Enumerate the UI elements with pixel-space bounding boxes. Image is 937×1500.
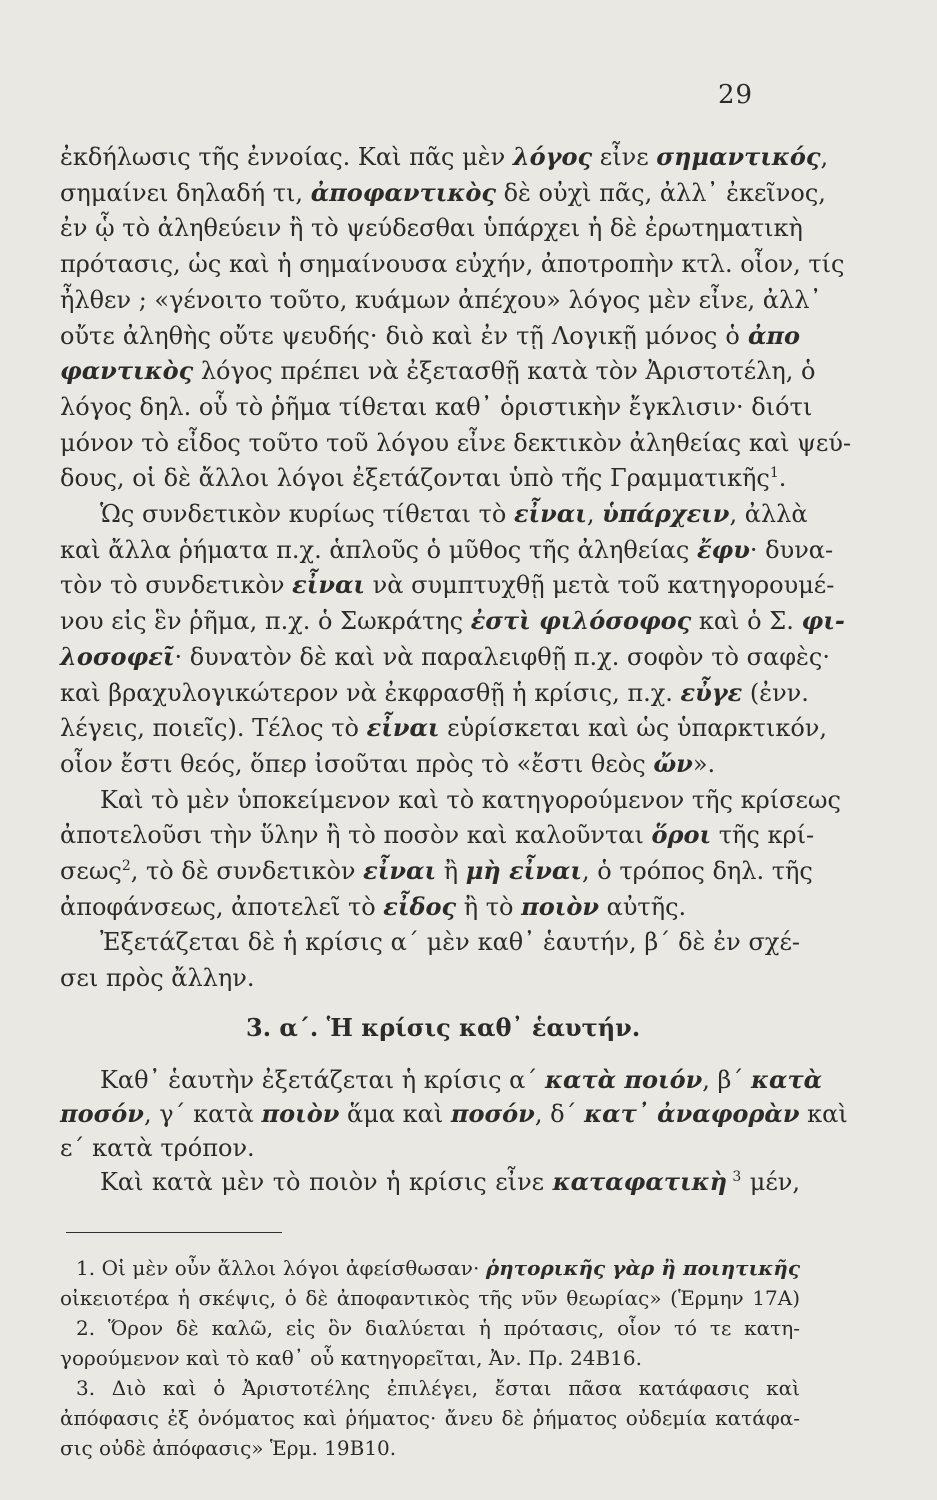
text-line (60, 426, 852, 460)
text-line (60, 818, 815, 852)
text-span: Ὡς συνδετικὸν κυρίως τίθεται τὸ (100, 500, 514, 528)
text-span: εἶναι (366, 713, 440, 743)
footnote-marker: 1 (769, 465, 779, 482)
text-span: σημαντικός (656, 142, 821, 171)
text-span: καταφατικὴ (552, 1167, 728, 1196)
text-span: δὲ οὐχὶ πᾶς, ἀλλ᾽ ἐκεῖνος, (495, 178, 826, 207)
text-span: μόνον τὸ εἶδος τοῦτο τοῦ λόγου εἶνε δεκτικὸν ἀληθείας καὶ ψεύ- (60, 428, 852, 457)
text-line (60, 390, 813, 424)
footnote-line (76, 1314, 800, 1342)
text-line (60, 640, 830, 674)
text-span: οἰκειοτέρα ἡ σκέψις, ὁ δὲ ἀποφαντικὸς τῆς νῦν θεωρίας» (Ἑρμην 17Α) (60, 1286, 800, 1310)
text-span: ». (692, 749, 716, 778)
text-line (60, 354, 816, 388)
text-span: ποσόν (450, 1099, 535, 1128)
footnote-line (60, 1344, 800, 1372)
text-span: λόγος (512, 142, 593, 171)
section-heading: 3. α´. Ἡ κρίσις καθ᾽ ἑαυτήν. (246, 1013, 641, 1042)
text-line (60, 461, 800, 495)
text-span: τὸν τὸ συνδετικὸν (60, 571, 293, 600)
text-span: εἶναι (513, 499, 587, 528)
text-span: , β´ (702, 1066, 752, 1094)
text-span: φαντικὸς (60, 356, 194, 386)
text-span: πρότασις, ὡς καὶ ἡ σημαίνουσα εὐχήν, ἀποτροπὴν κτλ. οἷον, τίς (60, 250, 845, 279)
text-line (60, 1131, 800, 1165)
text-span: νὰ συμπτυχθῇ μετὰ τοῦ κατηγορουμέ- (365, 571, 835, 600)
text-line (60, 1097, 848, 1131)
text-span: εἶναι (292, 570, 366, 600)
text-span: 1. Οἱ μὲν οὖν ἄλλοι λόγοι ἀφείσθωσαν· (76, 1256, 486, 1280)
text-span: (ἐνν. (742, 678, 809, 707)
text-span: ἐστὶ φιλόσοφος (470, 606, 692, 636)
text-span: , ὁ τρόπος δηλ. τῆς (582, 857, 813, 885)
text-line (60, 711, 827, 745)
text-span: ἅμα καὶ (339, 1100, 451, 1128)
text-span: φι- (801, 606, 845, 636)
text-span: ἀποτελοῦσι τὴν ὕλην ἢ τὸ ποσὸν καὶ καλοῦνται (60, 821, 652, 850)
text-span: ἀποφάνσεως, ἀποτελεῖ τὸ (60, 892, 384, 921)
text-span: καὶ βραχυλογικώτερον νὰ ἐκφρασθῇ ἡ κρίσις, π.χ. (60, 678, 681, 707)
footnote-line (60, 1284, 800, 1312)
text-span: κατὰ (751, 1065, 823, 1094)
text-span: ὑπάρχειν (602, 499, 730, 528)
text-line (60, 854, 813, 888)
footnote-marker: 3 (727, 1169, 742, 1185)
text-line (60, 140, 829, 174)
text-span: καὶ ὁ Σ. (691, 607, 802, 636)
text-span: Καὶ τὸ μὲν ὑποκείμενον καὶ τὸ κατηγορούμενον τῆς κρίσεως (100, 785, 841, 814)
text-line (100, 497, 808, 531)
text-span: ἔφυ (696, 534, 750, 564)
text-span: . (778, 464, 787, 493)
text-span: εἶναι (363, 856, 437, 885)
text-line (60, 283, 822, 317)
text-span: σει πρὸς ἄλλην. (60, 964, 255, 993)
text-span: μὴ εἶναι (465, 856, 583, 885)
text-span: καὶ ἄλλα ῥήματα π.χ. ἁπλοῦς ὁ μῦθος τῆς ἀληθείας (60, 535, 697, 564)
text-span: ποιὸν (261, 1099, 340, 1128)
text-span: εἶδος (383, 891, 457, 921)
text-span: ἀπο (747, 320, 800, 350)
text-span: τῆς κρί- (711, 821, 815, 850)
text-span: , (586, 500, 603, 528)
footnote-divider (66, 1232, 282, 1233)
text-line (60, 533, 834, 567)
text-span: , (820, 143, 829, 171)
text-span: αὐτῆς. (599, 892, 687, 921)
text-span: λοσοφεῖ (60, 641, 175, 671)
text-line (60, 247, 845, 281)
text-span: σις οὐδὲ ἀπόφασις» Ἑρμ. 19Β10. (60, 1436, 397, 1460)
text-span: ἀποφαντικὸς (310, 177, 496, 207)
text-span: , γ´ κατὰ (143, 1100, 262, 1128)
text-span: ἢ (436, 857, 466, 885)
text-span: σημαίνει δηλαδή τι, (60, 178, 311, 207)
footnote-marker: 2 (121, 858, 131, 874)
text-line (100, 1165, 800, 1199)
text-span: · δυνατὸν δὲ καὶ νὰ παραλειφθῇ π.χ. σοφὸν τὸ σαφὲς· (174, 642, 830, 671)
text-span: ἢ τὸ (456, 892, 522, 921)
text-span: εὑρίσκεται καὶ ὡς ὑπαρκτικόν, (439, 714, 827, 743)
text-span: σεως (60, 857, 122, 885)
text-span: καὶ (799, 1100, 848, 1128)
text-span: ε´ κατὰ τρόπον. (60, 1134, 255, 1162)
text-span: νου εἰς ἓν ῥῆμα, π.χ. ὁ Σωκράτης (60, 607, 471, 636)
text-span: 2. Ὅρον δὲ καλῶ, εἰς ὃν διαλύεται ἡ πρότασις, οἷον τό τε κατη- (76, 1316, 800, 1340)
text-line (60, 319, 800, 353)
text-span: ὅροι (651, 820, 712, 850)
text-span: , τὸ δὲ συνδετικὸν (130, 857, 364, 885)
footnote-line (76, 1374, 800, 1402)
text-span: εὖγε (680, 677, 743, 707)
text-span: , δ´ (534, 1100, 585, 1128)
text-span: , ἀλλὰ (729, 500, 808, 528)
text-span: εἶνε (592, 143, 657, 171)
text-line (100, 1063, 823, 1097)
text-span: λόγος πρέπει νὰ ἐξετασθῇ κατὰ τὸν Ἀριστοτέλη, ὁ (193, 357, 816, 386)
text-span: κατ᾽ ἀναφορὰν (584, 1099, 800, 1128)
text-line (100, 925, 800, 959)
text-span: 3. Διὸ καὶ ὁ Ἀριστοτέλης ἐπιλέγει, ἔσται πᾶσα κατάφασις καὶ (76, 1376, 800, 1400)
text-span: γορούμενον καὶ τὸ καθ᾽ οὗ κατηγορεῖται, Ἀν. Πρ. 24Β16. (60, 1346, 642, 1370)
text-span: ἐκδήλωσις τῆς ἐννοίας. Καὶ πᾶς μὲν (60, 143, 513, 171)
text-span: κατὰ ποιόν (544, 1065, 703, 1094)
text-span: λόγος δηλ. οὗ τὸ ῥῆμα τίθεται καθ᾽ ὁριστικὴν ἔγκλισιν· διότι (60, 392, 813, 421)
text-span: ποιὸν (521, 891, 599, 921)
text-span: ποσόν (60, 1099, 144, 1128)
text-line (60, 747, 800, 781)
footnote-line (60, 1404, 800, 1432)
text-span: ὤν (653, 748, 693, 778)
text-line (60, 961, 800, 995)
text-span: οὔτε ἀληθὴς οὔτε ψευδής· διὸ καὶ ἐν τῇ Λογικῇ μόνος ὁ (60, 321, 748, 350)
text-line (60, 176, 826, 210)
text-line (60, 211, 803, 245)
footnote-line (60, 1434, 800, 1462)
text-span: μέν, (741, 1168, 800, 1196)
text-line (60, 568, 835, 602)
text-span: ἀπόφασις ἐξ ὀνόματος καὶ ῥήματος· ἄνευ δὲ ῥήματος οὐδεμία κατάφα- (60, 1406, 800, 1430)
text-span: δους, οἱ δὲ ἄλλοι λόγοι ἐξετάζονται ὑπὸ τῆς Γραμματικῆς (60, 464, 770, 493)
footnote-line (76, 1254, 800, 1282)
text-span: Καθ᾽ ἑαυτὴν ἐξετάζεται ἡ κρίσις α´ (100, 1066, 545, 1094)
text-span: ἦλθεν ; «γένοιτο τοῦτο, κυάμων ἀπέχου» λόγος μὲν εἶνε, ἀλλ᾽ (60, 285, 822, 314)
text-span: Ἐξετάζεται δὲ ἡ κρίσις α´ μὲν καθ᾽ ἑαυτήν, β´ δὲ ἐν σχέ- (100, 928, 800, 957)
page-number: 29 (718, 80, 754, 110)
text-line (60, 604, 845, 638)
text-span: ἐν ᾧ τὸ ἀληθεύειν ἢ τὸ ψεύδεσθαι ὑπάρχει ἡ δὲ ἐρωτηματικὴ (60, 214, 803, 243)
text-span: οἷον ἔστι θεός, ὅπερ ἰσοῦται πρὸς τὸ «ἔστι θεὸς (60, 749, 654, 778)
text-span: λέγεις, ποιεῖς). Τέλος τὸ (60, 714, 367, 743)
text-span: ῥητορικῆς γὰρ ἢ ποιητικῆς (485, 1256, 800, 1280)
text-span: · δυνα- (749, 535, 834, 564)
text-line (100, 783, 841, 817)
text-span: Καὶ κατὰ μὲν τὸ ποιὸν ἡ κρίσις εἶνε (100, 1168, 553, 1196)
text-line (60, 676, 809, 710)
text-line (60, 890, 800, 924)
